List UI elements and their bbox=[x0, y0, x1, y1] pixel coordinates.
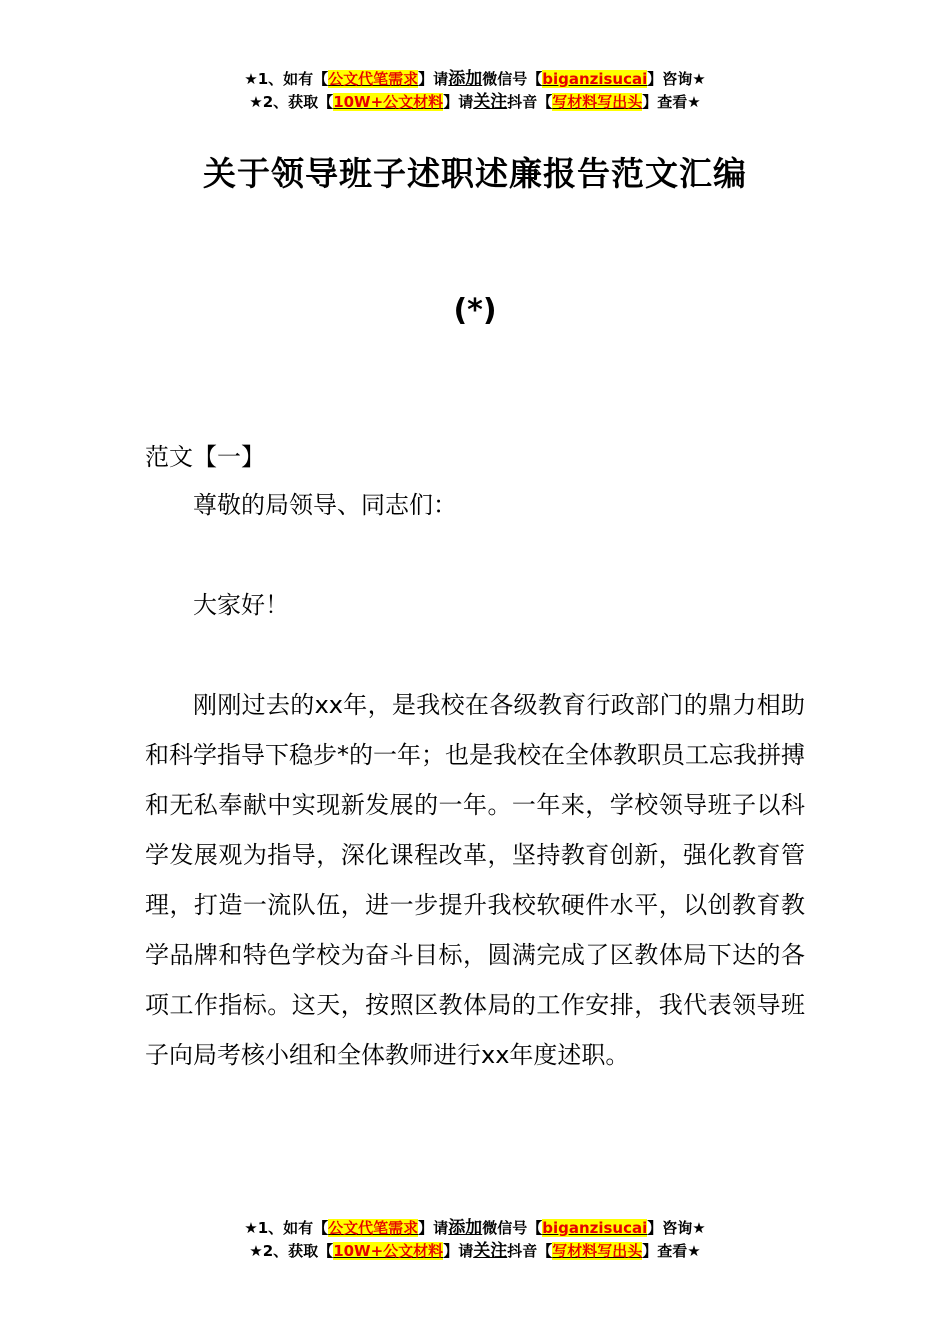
banner-text: 】请 bbox=[418, 70, 449, 88]
banner-text: ★2、获取【 bbox=[249, 1242, 334, 1260]
banner-text: 】请 bbox=[443, 93, 474, 111]
banner-wechat-id: biganzisucai bbox=[542, 1219, 648, 1237]
hello-paragraph: 大家好！ bbox=[193, 591, 289, 619]
banner-line-2 bbox=[0, 91, 950, 114]
document-marker: (*) bbox=[453, 293, 497, 328]
banner-underlined: 关注 bbox=[473, 92, 508, 112]
banner-text: 】咨询★ bbox=[647, 1219, 706, 1237]
banner-text: 】请 bbox=[418, 1219, 449, 1237]
banner-text: 】查看★ bbox=[642, 1242, 701, 1260]
banner-text: ★1、如有【 bbox=[244, 1219, 329, 1237]
banner-highlight: 公文代笔需求 bbox=[328, 70, 419, 88]
banner-text: 抖音【 bbox=[507, 93, 553, 111]
banner-underlined: 添加 bbox=[448, 69, 483, 89]
bottom-banner bbox=[0, 1217, 950, 1263]
banner-text: 微信号【 bbox=[482, 70, 543, 88]
top-banner bbox=[0, 68, 950, 114]
banner-highlight: 10W+公文材料 bbox=[333, 1242, 444, 1260]
banner-wechat-id: biganzisucai bbox=[542, 70, 648, 88]
banner-line-2 bbox=[0, 1240, 950, 1263]
greeting-paragraph: 尊敬的局领导、同志们： bbox=[193, 491, 457, 519]
section-heading: 范文【一】 bbox=[145, 443, 265, 471]
banner-line-1 bbox=[0, 1217, 950, 1240]
banner-text: 】咨询★ bbox=[647, 70, 706, 88]
banner-douyin-id: 写材料写出头 bbox=[552, 93, 643, 111]
banner-highlight: 公文代笔需求 bbox=[328, 1219, 419, 1237]
banner-line-1 bbox=[0, 68, 950, 91]
document-title: 关于领导班子述职述廉报告范文汇编 bbox=[203, 154, 747, 193]
banner-text: ★2、获取【 bbox=[249, 93, 334, 111]
banner-text: ★1、如有【 bbox=[244, 70, 329, 88]
banner-underlined: 关注 bbox=[473, 1241, 508, 1261]
banner-douyin-id: 写材料写出头 bbox=[552, 1242, 643, 1260]
banner-highlight: 10W+公文材料 bbox=[333, 93, 444, 111]
banner-underlined: 添加 bbox=[448, 1218, 483, 1238]
banner-text: 】请 bbox=[443, 1242, 474, 1260]
body-paragraph: 刚刚过去的xx年，是我校在各级教育行政部门的鼎力相助和科学指导下稳步*的一年；也是我校在全体教职员工忘我拼搏和无私奉献中实现新发展的一年。一年来，学校领导班子以科学发展观为指导，深化课程改革，坚持教育创新，强化教育管理，打造一流队伍，进一步提升我校软硬件水平，以创教育教学品牌和特色学校为奋斗目标，圆满完成了区教体局下达的各项工作指标。这天，按照区教体局的工作安排，我代表领导班子向局考核小组和全体教师进行xx年度述职。 bbox=[145, 691, 805, 1069]
banner-text: 抖音【 bbox=[507, 1242, 553, 1260]
banner-text: 微信号【 bbox=[482, 1219, 543, 1237]
banner-text: 】查看★ bbox=[642, 93, 701, 111]
